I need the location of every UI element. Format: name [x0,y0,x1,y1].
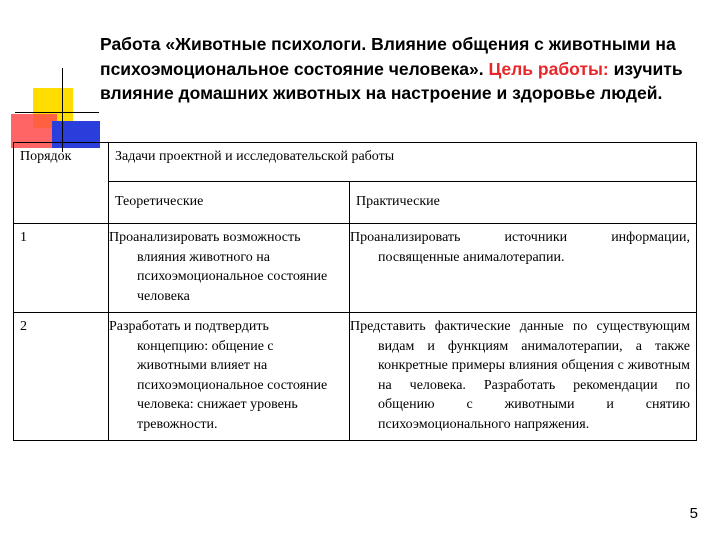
header-order: Порядок [14,143,109,224]
header-tasks: Задачи проектной и исследовательской работы [109,143,697,182]
row-practice-task: Проанализировать источники информации, посвященные анималотерапии. [350,224,697,313]
decor-vertical-line [62,68,63,152]
subheader-practice: Практические [350,181,697,224]
decor-horizontal-line [15,112,99,113]
table-row [14,313,697,441]
tasks-table [13,142,697,441]
table-subheader-row [14,181,697,224]
goal-label: Цель работы: [488,58,614,79]
subheader-theory: Теоретические [109,181,350,224]
row-theory-task: Проанализировать возможность влияния животного на психоэмоциональное состояние человека [109,224,350,313]
row-theory-task: Разработать и подтвердить концепцию: общение с животными влияет на психоэмоциональное состояние человека: снижает уровень тревожности. [109,313,350,441]
goal-text: изучить влияние домашних животных на настроение и здоровье людей. [100,58,683,103]
title-text: Работа «Животные психологи. Влияние общения с животными на психоэмоциональное состояние человека». [100,34,676,79]
table-header-row [14,143,697,182]
table-row [14,224,697,313]
page-number: 5 [689,505,698,522]
row-number: 2 [14,313,109,441]
slide-title [100,32,700,106]
row-practice-task: Представить фактические данные по существующим видам и функциям анималотерапии, а также конкретные примеры влияния общения с животным на человека. Разработать рекомендации по общению с животными и снятию психоэмоционального напряжения. [350,313,697,441]
row-number: 1 [14,224,109,313]
